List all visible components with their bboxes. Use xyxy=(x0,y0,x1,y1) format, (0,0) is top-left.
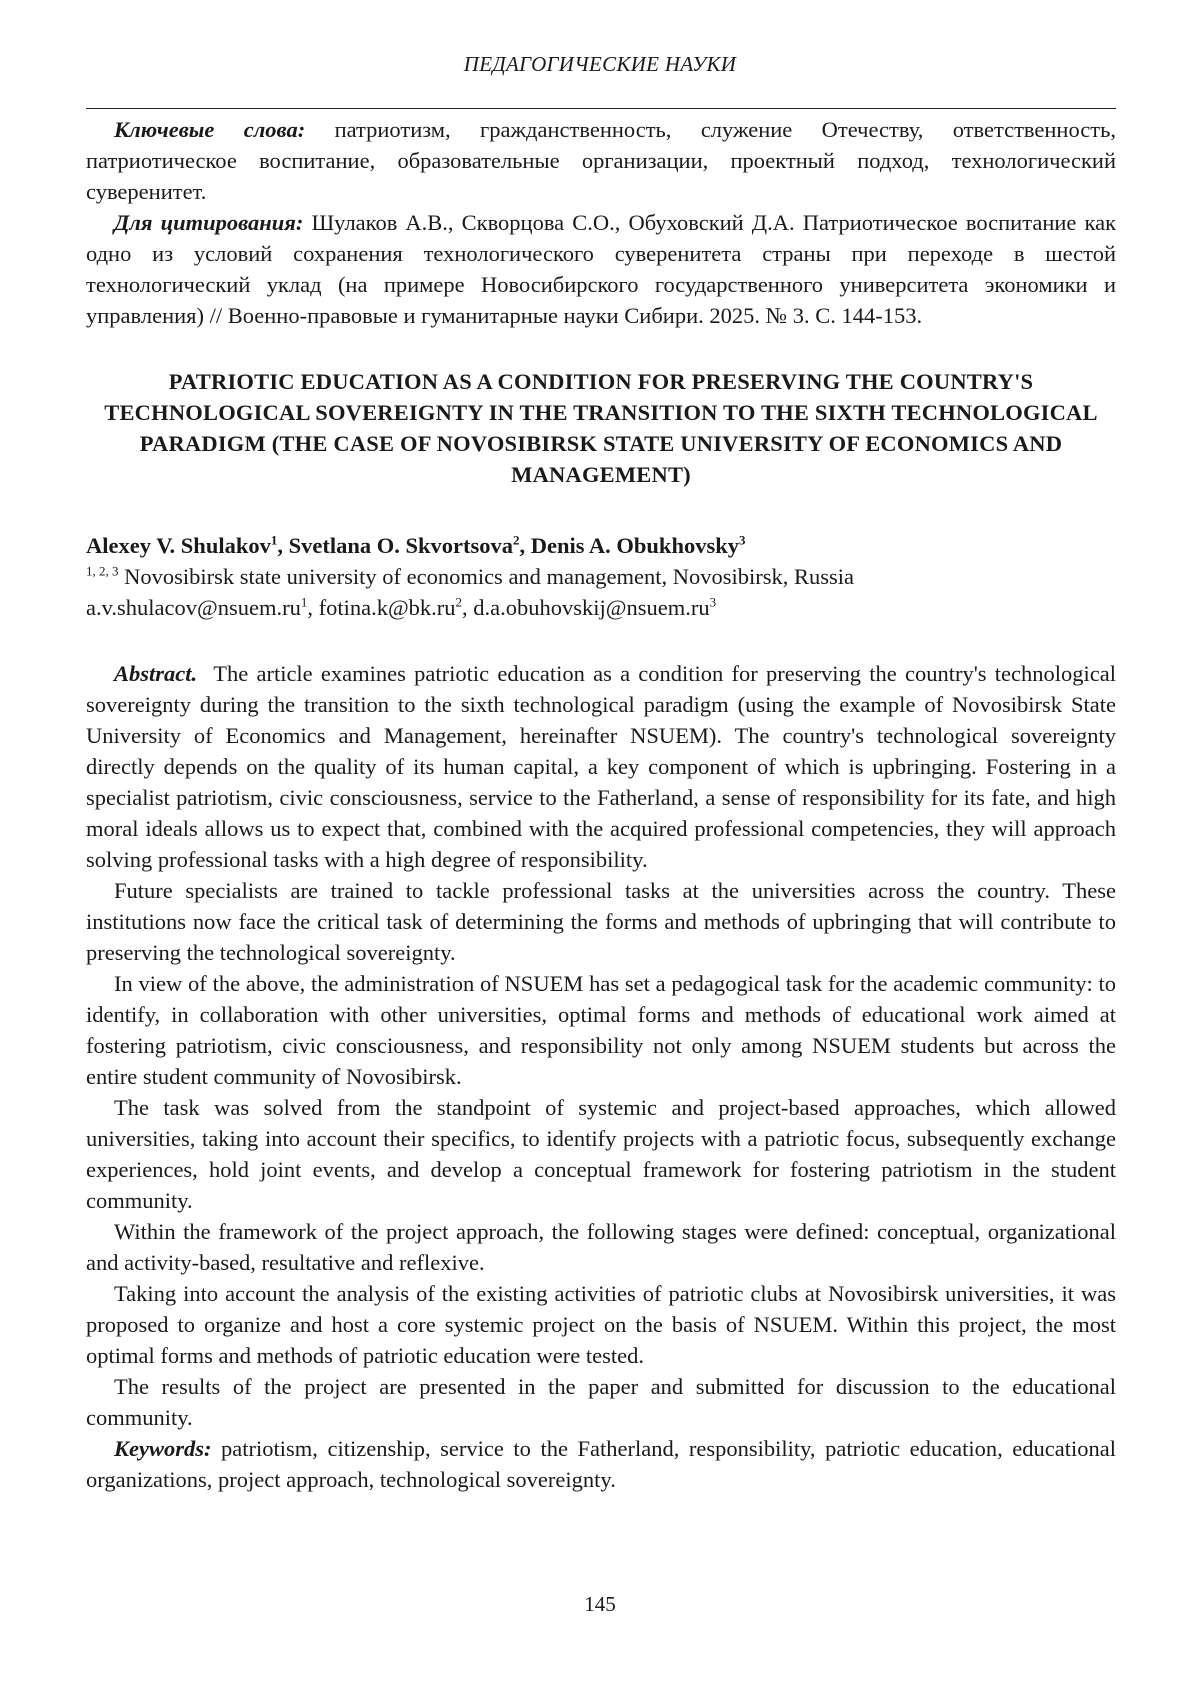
abstract-paragraph xyxy=(86,658,1122,875)
email-link[interactable]: d.a.obuhovskij@nsuem.ru xyxy=(473,595,710,620)
abstract-paragraph: Within the framework of the project approach, the following stages were defined: conceptual, organizational and activity-based, resultative and reflexive. xyxy=(86,1219,1116,1275)
ru-keywords-label: Ключевые слова: xyxy=(114,117,306,142)
ru-citation xyxy=(86,207,1116,331)
header-divider xyxy=(86,108,1116,109)
ru-keywords-text: патриотизм, гражданственность, служение Отечеству, ответственность, патриотическое воспитание, образовательные организации, проектный подход, технологический суверенитет. xyxy=(86,117,1116,204)
author-separator: , xyxy=(519,533,531,558)
email-link[interactable]: a.v.shulacov@nsuem.ru xyxy=(86,595,301,620)
affiliation-sup: 1, 2, 3 xyxy=(86,563,119,579)
abstract-paragraph: Future specialists are trained to tackle professional tasks at the universities across the country. These institutions now face the critical task of determining the forms and methods of upbringing that will contribute to preserving the technological sovereignty. xyxy=(86,878,1116,965)
abstract-paragraph: In view of the above, the administration of NSUEM has set a pedagogical task for the academic community: to identify, in collaboration with other universities, optimal forms and methods of educational work aimed at fostering patriotism, civic consciousness, and responsibility not only among NSUEM students but across the entire student community of Novosibirsk. xyxy=(86,971,1116,1089)
abstract-label: Abstract. xyxy=(114,661,198,686)
email-link[interactable]: fotina.k@bk.ru xyxy=(318,595,456,620)
ru-keywords xyxy=(86,114,1116,207)
authors-block xyxy=(86,530,1116,623)
author-separator: , xyxy=(277,533,289,558)
affiliation-text: Novosibirsk state university of economics and management, Novosibirsk, Russia xyxy=(118,564,855,589)
abstract-text: The article examines patriotic education as a condition for preserving the country's technological sovereignty during the transition to the sixth technological paradigm (using the example of Novosibirsk State University of Economics and Management, hereinafter NSUEM). The country's technological sovereignty directly depends on the quality of its human capital, a key component of which is upbringing. Fostering in a specialist patriotism, civic consciousness, service to the Fatherland, a sense of responsibility for its fate, and high moral ideals allows us to expect that, combined with the acquired professional competencies, they will approach solving professional tasks with a high degree of responsibility. xyxy=(86,661,1122,872)
abstract-block xyxy=(86,658,1122,1495)
ru-citation-text: Шулаков А.В., Скворцова С.О., Обуховский Д.А. Патриотическое воспитание как одно из условий сохранения технологического суверенитета страны при переходе в шестой технологический уклад (на примере Новосибирского государственного университета экономики и управления) // Военно-правовые и гуманитарные науки Сибири. 2025. № 3. С. 144-153. xyxy=(86,210,1116,328)
en-keywords xyxy=(86,1433,1116,1495)
author-name: Svetlana O. Skvortsova xyxy=(288,533,514,558)
affiliation xyxy=(86,561,1116,592)
emails xyxy=(86,592,1116,623)
author-name: Alexey V. Shulakov xyxy=(86,533,271,558)
running-header: ПЕДАГОГИЧЕСКИЕ НАУКИ xyxy=(463,52,737,76)
page-number: 145 xyxy=(584,1592,616,1616)
author-sup: 3 xyxy=(738,532,746,548)
email-separator: , xyxy=(307,595,319,620)
abstract-paragraph: The results of the project are presented in the paper and submitted for discussion to the educational community. xyxy=(86,1374,1116,1430)
author-names xyxy=(86,530,1116,561)
page-content xyxy=(86,114,1122,1495)
article-title-en: PATRIOTIC EDUCATION AS A CONDITION FOR PRESERVING THE COUNTRY'S TECHNOLOGICAL SOVEREIGNTY IN THE TRANSITION TO THE SIXTH TECHNOLOGICAL PARADIGM (THE CASE OF NOVOSIBIRSK STATE UNIVERSITY OF ECONOMICS AND MANAGEMENT) xyxy=(104,369,1098,487)
email-separator: , xyxy=(462,595,474,620)
email-sup: 3 xyxy=(709,594,717,610)
en-keywords-text: patriotism, citizenship, service to the Fatherland, responsibility, patriotic education, educational organizations, project approach, technological sovereignty. xyxy=(86,1436,1116,1492)
email-sup: 2 xyxy=(455,594,463,610)
email-sup: 1 xyxy=(300,594,308,610)
author-sup: 1 xyxy=(270,532,278,548)
en-keywords-label: Keywords: xyxy=(114,1436,212,1461)
ru-citation-label: Для цитирования: xyxy=(114,210,304,235)
abstract-paragraph: The task was solved from the standpoint of systemic and project-based approaches, which allowed universities, taking into account their specifics, to identify projects with a patriotic focus, subsequently exchange experiences, hold joint events, and develop a conceptual framework for fostering patriotism in the student community. xyxy=(86,1095,1116,1213)
author-sup: 2 xyxy=(513,532,520,548)
abstract-paragraph: Taking into account the analysis of the existing activities of patriotic clubs at Novosibirsk universities, it was proposed to organize and host a core systemic project on the basis of NSUEM. Within this project, the most optimal forms and methods of patriotic education were tested. xyxy=(86,1281,1116,1368)
author-name: Denis A. Obukhovsky xyxy=(530,533,739,558)
